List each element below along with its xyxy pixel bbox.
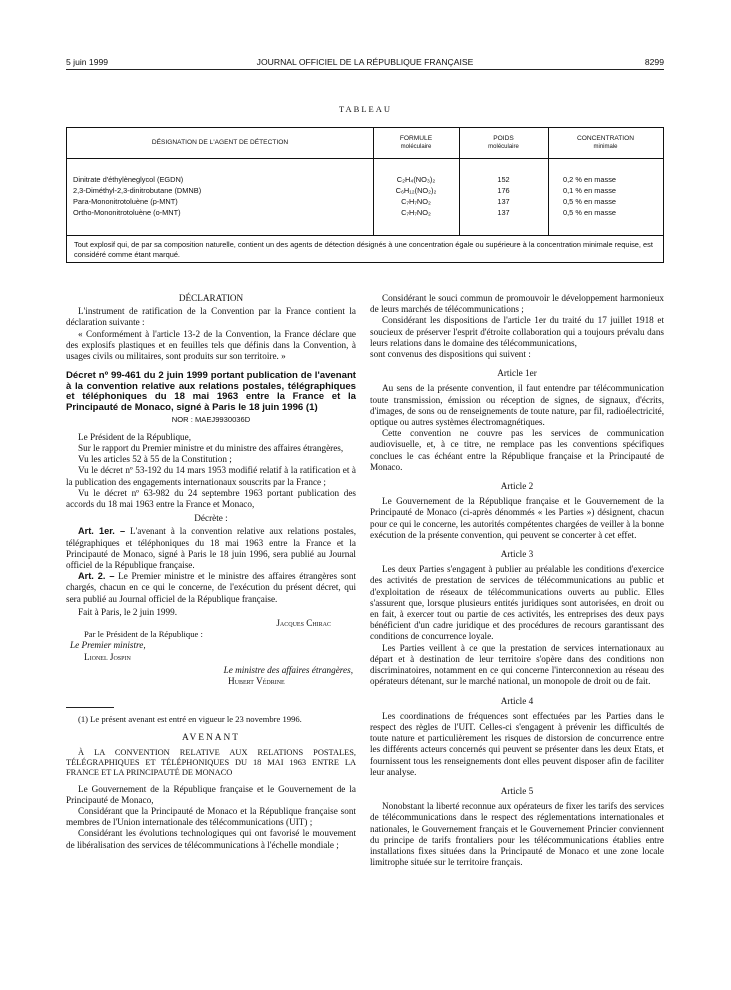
table-note: Tout explosif qui, de par sa composition naturelle, contient un des agents de détection désignés à une concentration égale ou supérieure à la concentration minimale requise, est considéré comme étant marqué. xyxy=(74,240,653,259)
paragraph: Les Parties veillent à ce que la prestation de services internationaux au départ et à destination de leur territoire s'opère dans des conditions non discriminatoires, notamment en ce qui concerne l'interconnexion au réseau des opérateurs détenant, sur le marché national, un monopole de droit ou de fait. xyxy=(370,642,664,687)
table-caption: TABLEAU xyxy=(339,104,392,114)
header-date: 5 juin 1999 xyxy=(66,57,109,67)
header-divider xyxy=(67,158,663,159)
footnote-rule xyxy=(66,707,114,708)
article-3-heading: Article 3 xyxy=(500,549,534,560)
paragraph: Vu le décret nº 53-192 du 14 mars 1953 modifié relatif à la ratification et à la publication des engagements internationaux souscrits par la France ; xyxy=(66,465,356,487)
avenant-title: AVENANT xyxy=(181,733,241,744)
col-header-poids: POIDS moléculaire xyxy=(488,135,519,150)
date-place: Fait à Paris, le 2 juin 1999. xyxy=(78,606,178,617)
paragraph: L'instrument de ratification de la Convention par la France contient la déclaration suivante : xyxy=(66,306,356,328)
paragraph: Considérant que la Principauté de Monaco et la République française sont membres de l'Union internationale des télécommunications (UIT) ; xyxy=(66,806,356,828)
paragraph: Les coordinations de fréquences sont effectuées par les Parties dans le respect des règles de l'UIT. Celles-ci s'engagent à prévenir les difficultés de toute nature et particulièrement les risques de distorsion de concurrence entre les différents acteurs concernés qui peuvent se présenter dans les deux Etats, et fournissent tous les renseignements dont elles peuvent disposer afin de faciliter leur analyse. xyxy=(370,710,664,777)
col-header-designation: DÉSIGNATION DE L'AGENT DE DÉTECTION xyxy=(151,139,289,146)
premier-ministre-name: Lionel Jospin xyxy=(84,651,131,662)
detection-agents-table xyxy=(66,127,664,263)
paragraph: sont convenus des dispositions qui suivent : xyxy=(370,349,531,360)
paragraph: Les deux Parties s'engagent à publier au préalable les conditions d'exercice des activités de prestation de services de télécommunications au public et d'exploitation de réseaux de télécommunications ouverts au public. Elles s'assurent que, lorsque plusieurs entités juridiques sont autorisées, en droit ou en fait, à exercer tout ou partie de ces activités, les entreprises des deux pays bénéficient d'un cadre juridique et des procédures de recours garantissant des conditions de concurrence loyale. xyxy=(370,564,664,642)
article-1: Art. 1er. – L'avenant à la convention relative aux relations postales, télégraphiques et téléphoniques du 18 mai 1963 entre la France et la Principauté de Monaco, signé à Paris le 18 juin 1996, sera publié au Journal officiel de la République française. xyxy=(66,526,356,571)
right-column xyxy=(370,293,664,868)
table-row: Ortho-Mononitrotoluène (o-MNT) C₇H₇NO₂ 137 0,5 % en masse xyxy=(73,208,616,217)
paragraph: Nonobstant la liberté reconnue aux opérateurs de fixer les tarifs des services de télécommunications dans le respect des réglementations internationales et nationales, le Gouvernement français et le Gouvernement Princier conviennent du principe de tarifs frontaliers pour les télécommunications établies entre installations fixes situées dans la Principauté de Monaco et une zone locale limitrophe située sur le territoire français. xyxy=(370,801,664,868)
avenant-subtitle: À LA CONVENTION RELATIVE AUX RELATIONS POSTALES, TÉLÉGRAPHIQUES ET TÉLÉPHONIQUES DU 18 MAI 1963 ENTRE LA FRANCE ET LA PRINCIPAUTÉ DE MONACO xyxy=(66,747,356,777)
decree-title: Décret nº 99-461 du 2 juin 1999 portant publication de l'avenant à la convention relative aux relations postales, télégraphiques et téléphoniques du 18 mai 1963 entre la France et la Principauté de Monaco, signé à Paris le 18 juin 1996 (1) xyxy=(66,370,356,413)
table-row: Dinitrate d'éthylèneglycol (EGDN) C₂H₄(NO₃)₂ 152 0,2 % en masse xyxy=(73,175,616,184)
paragraph: Le Gouvernement de la République française et le Gouvernement de la Principauté de Monaco (ci-après dénommés « les Parties ») désignent, chacun pour ce qui le concerne, les autorités compétentes chargées de veiller à la bonne exécution de la présente convention, qui peuvent se concerter à cet effet. xyxy=(370,496,664,540)
ministre-name: Hubert Védrine xyxy=(228,676,285,687)
article-4-heading: Article 4 xyxy=(500,695,534,706)
paragraph: Au sens de la présente convention, il faut entendre par télécommunication toute transmission, émission ou réception de signes, de signaux, d'écrits, d'images, de sons ou de renseignements de toute nature, par fil, radioélectricité, optique ou autres systèmes électromagnétiques. xyxy=(370,383,664,428)
table-row: Para-Mononitrotoluène (p-MNT) C₇H₇NO₂ 137 0,5 % en masse xyxy=(73,197,616,206)
paragraph: Vu les articles 52 à 55 de la Constitution ; xyxy=(78,454,232,465)
col-header-formule: FORMULE moléculaire xyxy=(399,135,433,150)
note-divider xyxy=(67,235,663,236)
col-header-concentration: CONCENTRATION minimale xyxy=(576,135,635,150)
premier-ministre-title: Le Premier ministre, xyxy=(70,640,146,651)
paragraph: Le Gouvernement de la République française et le Gouvernement de la Principauté de Monaco, xyxy=(66,783,356,805)
decrete: Décrète : xyxy=(194,513,228,524)
ministre-title: Le ministre des affaires étrangères, xyxy=(223,664,353,675)
header-page-number: 8299 xyxy=(644,57,664,67)
article-5-heading: Article 5 xyxy=(500,785,534,796)
paragraph: Considérant les dispositions de l'article 1er du traité du 17 juillet 1918 et soucieux de préserver l'esprit d'étroite collaboration qui a toujours prévalu dans leurs relations dans le domaine des télécommunications, xyxy=(370,315,664,348)
header-rule xyxy=(66,69,664,70)
article-2-heading: Article 2 xyxy=(500,481,534,492)
table-row: 2,3-Diméthyl-2,3-dinitrobutane (DMNB) C₆H₁₂(NO₂)₂ 176 0,1 % en masse xyxy=(73,186,616,195)
paragraph: Sur le rapport du Premier ministre et du ministre des affaires étrangères, xyxy=(78,443,344,453)
declaration-title: DÉCLARATION xyxy=(178,293,244,303)
paragraph: Vu le décret nº 63-982 du 24 septembre 1963 portant publication des accords du 18 mai 1963 entre la France et Monaco, xyxy=(66,487,356,510)
article-1-heading: Article 1er xyxy=(497,368,537,379)
paragraph: Le Président de la République, xyxy=(78,431,192,442)
left-column xyxy=(66,293,356,851)
header-title: JOURNAL OFFICIEL DE LA RÉPUBLIQUE FRANÇAISE xyxy=(256,57,474,67)
article-2: Art. 2. – Le Premier ministre et le ministre des affaires étrangères sont chargés, chacun en ce qui le concerne, de l'exécution du présent décret, qui sera publié au Journal officiel de la République française. xyxy=(66,571,357,604)
paragraph: Cette convention ne couvre pas les services de communication audiovisuelle, et, à ce titre, ne remplace pas les conventions spécifiques conclues le cas échéant entre la République française et la Principauté de Monaco. xyxy=(370,428,664,472)
nor-reference: NOR : MAEJ9930036D xyxy=(171,414,251,424)
paragraph: Considérant le souci commun de promouvoir le développement harmonieux de leurs marchés de télécommunications ; xyxy=(370,293,664,315)
signature-president: Jacques Chirac xyxy=(276,618,331,629)
paragraph: « Conformément à l'article 13-2 de la Convention, la France déclare que des explosifs plastiques et en feuilles tels que définis dans la Convention, à usages civils ou militaires, sont produits sur son territoire. » xyxy=(66,328,356,362)
footnote: (1) Le présent avenant est entré en vigueur le 23 novembre 1996. xyxy=(78,714,302,725)
par-le-president: Par le Président de la République : xyxy=(84,629,203,640)
paragraph: Considérant les évolutions technologiques qui ont favorisé le mouvement de libéralisation des services de télécommunications à l'échelle mondiale ; xyxy=(66,828,356,850)
